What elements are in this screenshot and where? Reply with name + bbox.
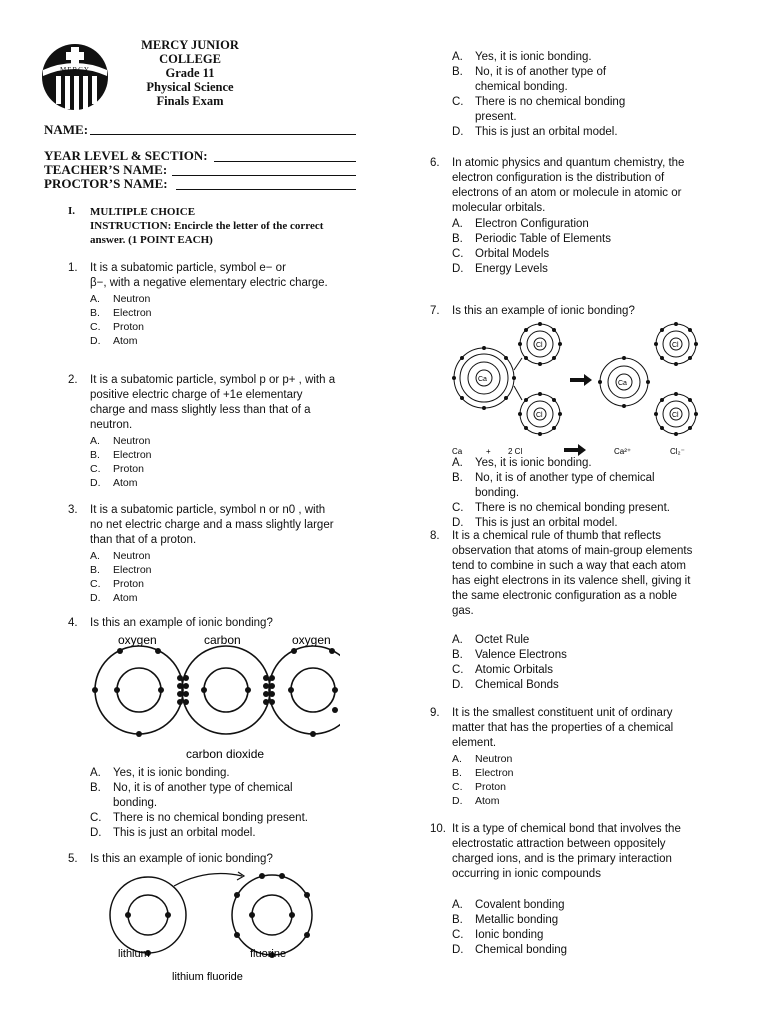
option-text: Electron [113,564,152,576]
year-section-label: YEAR LEVEL & SECTION: [44,148,208,163]
option-letter: A. [90,550,100,562]
proctor-field[interactable] [176,189,356,190]
exam-header [110,38,270,108]
answer-option[interactable] [90,320,368,334]
cacl2-eq-ca: Ca [452,447,463,456]
name-label: NAME: [44,122,89,137]
option-text: This is just an orbital model. [475,126,618,138]
question-5-options [430,49,730,140]
question-text [90,261,368,291]
question-text-line: electron configuration is the distribution of [452,172,665,184]
answer-option[interactable] [90,796,368,811]
cacl2-atom-ca: Ca [478,376,487,383]
option-text: Atomic Orbitals [475,664,553,676]
answer-option[interactable] [452,471,730,486]
question-7 [430,304,730,319]
question-text-line: positive electric charge of +1e elementary [90,389,303,401]
question-text-line: It is a subatomic particle, symbol e− or [90,262,286,274]
co2-label-carbon: carbon [204,633,241,647]
lif-diagram [92,866,332,986]
answer-option[interactable] [452,80,730,95]
lif-label-fluorine: fluorine [250,948,287,960]
option-text: Ionic bonding [475,929,544,941]
question-text [452,156,730,216]
option-text: This is just an orbital model. [475,517,618,529]
question-number: 2. [68,374,78,386]
option-letter: A. [452,51,463,63]
option-letter: D. [452,517,464,529]
answer-option[interactable] [452,65,730,80]
answer-option[interactable] [452,217,730,232]
answer-option[interactable] [90,591,368,605]
option-text: Neutron [113,550,151,562]
question-number: 1. [68,262,78,274]
cacl2-eq-ca-ion: Ca²⁺ [614,447,632,456]
question-text-line: electrons of an atom or molecule in atomic or [452,187,682,199]
option-letter: B. [452,472,463,484]
question-text-line: It is a chemical rule of thumb that reflects [452,530,662,542]
answer-option[interactable] [452,943,730,958]
question-4 [68,616,368,631]
grade-level: Grade 11 [165,66,215,80]
answer-option[interactable] [452,262,730,277]
answer-options [90,434,368,490]
option-letter: C. [90,812,102,824]
question-text [90,852,368,867]
co2-label-oxygen-right: oxygen [292,633,331,647]
question-number: 4. [68,617,78,629]
answer-option[interactable] [452,928,730,943]
question-10 [430,822,730,882]
lif-caption: lithium fluoride [172,971,243,983]
option-text: Valence Electrons [475,649,567,661]
option-text: Electron [475,767,514,779]
co2-caption: carbon dioxide [186,747,265,761]
option-text: Atom [113,335,138,347]
year-section-field[interactable] [214,161,356,162]
option-letter [452,80,475,95]
question-text-line: occurring in ionic compounds [452,868,601,880]
answer-option[interactable] [90,781,368,796]
option-text: Proton [113,321,144,333]
question-text [90,503,368,548]
option-letter: B. [452,233,463,245]
question-text-line: gas. [452,605,474,617]
question-10-options [430,897,730,958]
cacl2-diagram [452,320,712,460]
answer-option[interactable] [452,232,730,247]
question-text-line: In atomic physics and quantum chemistry, the [452,157,685,169]
option-letter: D. [90,592,101,604]
option-letter: C. [90,463,101,475]
option-letter: B. [452,767,462,779]
question-text-line: It is the smallest constituent unit of ordinary [452,707,673,719]
question-text-line: molecular orbitals. [452,202,546,214]
option-letter: B. [452,66,463,78]
question-number: 3. [68,504,78,516]
answer-option[interactable] [90,292,368,306]
option-text: Neutron [113,435,151,447]
option-letter: B. [90,307,100,319]
option-letter: A. [452,218,463,230]
option-text: Periodic Table of Elements [475,233,611,245]
answer-option[interactable] [452,663,730,678]
question-text-line: Is this an example of ionic bonding? [452,305,635,317]
answer-option[interactable] [90,462,368,476]
question-text-line: has eight electrons in its valence shell, giving it [452,575,691,587]
question-text [452,529,730,619]
option-letter: D. [452,679,464,691]
question-2 [68,373,368,490]
option-text: Electron Configuration [475,218,589,230]
answer-option[interactable] [452,633,730,648]
answer-option[interactable] [90,476,368,490]
co2-diagram [90,630,340,765]
question-6 [430,156,730,277]
question-text [90,616,368,631]
answer-options [90,292,368,348]
option-text: Octet Rule [475,634,530,646]
option-letter: A. [452,899,463,911]
question-text-line: than that of a proton. [90,534,197,546]
question-text-line: element. [452,737,497,749]
proctor-label: PROCTOR’S NAME: [44,176,168,191]
question-text-line: neutron. [90,419,133,431]
question-7-options [430,455,730,531]
option-text: Electron [113,449,152,461]
option-text: No, it is of another type of chemical [113,782,293,794]
option-letter: C. [452,96,464,108]
answer-option[interactable] [90,306,368,320]
option-text: No, it is of another type of [475,66,607,78]
question-text-line: electrostatic attraction between oppositely [452,838,666,850]
question-text-line: tend to combine in such a way that each atom [452,560,686,572]
option-letter [452,486,475,501]
option-letter: A. [90,767,101,779]
question-number: 8. [430,530,440,542]
answer-option[interactable] [452,125,730,140]
question-number: 9. [430,707,440,719]
option-letter: B. [452,914,463,926]
answer-option[interactable] [90,549,368,563]
option-letter: B. [452,649,463,661]
option-letter: B. [90,782,101,794]
option-letter: C. [452,781,463,793]
option-text: This is just an orbital model. [113,827,256,839]
answer-option[interactable] [452,752,730,766]
answer-option[interactable] [90,811,368,826]
question-text-line: charged ions, and is the primary interaction [452,853,672,865]
cacl2-eq-plus: + [486,447,491,456]
school-name: MERCY JUNIOR COLLEGE [141,38,239,66]
answer-option[interactable] [452,110,730,125]
option-text: Chemical Bonds [475,679,559,691]
cacl2-ion-cl-top: Cl [672,342,679,349]
question-number: 7. [430,305,440,317]
option-letter: C. [452,929,464,941]
option-letter: C. [452,664,464,676]
question-number: 10. [430,823,446,835]
answer-options [90,766,368,841]
option-letter: C. [452,502,464,514]
option-text: Yes, it is ionic bonding. [113,767,230,779]
exam-title: Finals Exam [156,94,224,108]
option-text: Atom [113,477,138,489]
question-text [452,822,730,882]
option-letter: C. [90,578,101,590]
answer-option[interactable] [90,434,368,448]
answer-option[interactable] [90,766,368,781]
section-title: MULTIPLE CHOICE [90,206,196,218]
cacl2-ion-cl-bottom: Cl [672,412,679,419]
option-text: Proton [113,578,144,590]
school-logo [40,42,110,112]
option-text: Chemical bonding [475,944,568,956]
lif-label-lithium: lithium [118,948,150,960]
answer-options [90,549,368,605]
question-text-line: It is a type of chemical bond that involves the [452,823,681,835]
answer-option[interactable] [452,247,730,262]
answer-options [452,752,730,808]
option-text: bonding. [475,487,520,499]
option-letter: D. [90,477,101,489]
cacl2-ion-ca: Ca [618,380,627,387]
option-letter: A. [452,457,463,469]
option-text: Covalent bonding [475,899,565,911]
option-letter: B. [90,564,100,576]
option-letter: A. [452,634,463,646]
option-text: bonding. [113,797,158,809]
option-letter: D. [452,795,463,807]
answer-option[interactable] [90,577,368,591]
answer-option[interactable] [452,50,730,65]
option-text: Electron [113,307,152,319]
question-text [90,373,368,433]
answer-option[interactable] [452,648,730,663]
answer-options [452,50,730,140]
cacl2-eq-arrow [564,444,586,456]
question-9 [430,706,730,808]
answer-option[interactable] [452,766,730,780]
option-letter: C. [452,248,464,260]
answer-options [452,456,730,531]
option-letter: C. [90,321,101,333]
teacher-field[interactable] [172,175,356,176]
option-text: Metallic bonding [475,914,559,926]
option-letter [90,796,113,811]
option-text: Proton [475,781,506,793]
option-text: Neutron [113,293,151,305]
cacl2-atom-cl-bottom: Cl [536,412,543,419]
option-letter: D. [90,827,102,839]
answer-options [452,633,730,693]
question-text-line: the same electronic configuration as a noble [452,590,678,602]
instruction-line-2: answer. (1 POINT EACH) [90,234,213,246]
option-letter: D. [452,944,464,956]
question-text-line: It is a subatomic particle, symbol p or p+ , with a [90,374,336,386]
question-text-line: It is a subatomic particle, symbol n or n0 , with [90,504,326,516]
option-letter: B. [90,449,100,461]
option-text: Neutron [475,753,513,765]
question-number: 5. [68,853,78,865]
question-text-line: matter that has the properties of a chemical [452,722,674,734]
co2-label-oxygen-left: oxygen [118,633,157,647]
question-5 [68,852,368,867]
option-text: Proton [113,463,144,475]
answer-option[interactable] [452,501,730,516]
logo-text: MERCY [60,66,90,74]
answer-option[interactable] [90,448,368,462]
option-letter: A. [90,435,100,447]
question-8-options [430,632,730,693]
question-text-line: charge and mass slightly less than that of a [90,404,311,416]
question-4-options [68,765,368,841]
question-text-line: observation that atoms of main-group elements [452,545,693,557]
question-text [452,304,730,319]
instruction-line-1: INSTRUCTION: Encircle the letter of the correct [90,220,324,232]
section-header [90,205,323,247]
question-text-line: β−, with a negative elementary electric charge. [90,277,328,289]
question-8 [430,529,730,619]
question-1 [68,261,368,348]
option-text: There is no chemical bonding present. [475,502,670,514]
question-text-line: Is this an example of ionic bonding? [90,617,273,629]
option-text: Yes, it is ionic bonding. [475,457,592,469]
answer-option[interactable] [452,794,730,808]
option-letter: D. [452,263,464,275]
option-text: There is no chemical bonding present. [113,812,308,824]
answer-option[interactable] [452,913,730,928]
answer-option[interactable] [90,826,368,841]
option-letter: D. [90,335,101,347]
answer-option[interactable] [90,563,368,577]
option-text: Orbital Models [475,248,550,260]
section-number: I. [68,205,76,217]
cacl2-atom-cl-top: Cl [536,342,543,349]
answer-option[interactable] [452,780,730,794]
option-text: Atom [113,592,138,604]
question-text-line: no net electric charge and a mass slightly larger [90,519,334,531]
question-number: 6. [430,157,440,169]
answer-options [452,217,730,277]
teacher-label: TEACHER’S NAME: [44,162,168,177]
cacl2-eq-cl-ion: Cl₂⁻ [670,447,685,456]
answer-option[interactable] [90,334,368,348]
question-text [452,706,730,751]
name-field[interactable] [90,134,356,135]
option-text: Energy Levels [475,263,548,275]
cacl2-eq-2cl: 2 Cl [508,447,523,456]
question-3 [68,503,368,605]
answer-option[interactable] [452,95,730,110]
option-text: No, it is of another type of chemical [475,472,655,484]
answer-option[interactable] [452,486,730,501]
subject-name: Physical Science [146,80,234,94]
option-letter [452,110,475,125]
option-text: There is no chemical bonding [475,96,626,108]
option-letter: A. [452,753,462,765]
option-text: chemical bonding. [475,81,568,93]
answer-option[interactable] [452,898,730,913]
option-letter: D. [452,126,464,138]
answer-options [452,898,730,958]
question-text-line: Is this an example of ionic bonding? [90,853,273,865]
answer-option[interactable] [452,678,730,693]
option-letter: A. [90,293,100,305]
option-text: present. [475,111,517,123]
option-text: Atom [475,795,500,807]
option-text: Yes, it is ionic bonding. [475,51,592,63]
